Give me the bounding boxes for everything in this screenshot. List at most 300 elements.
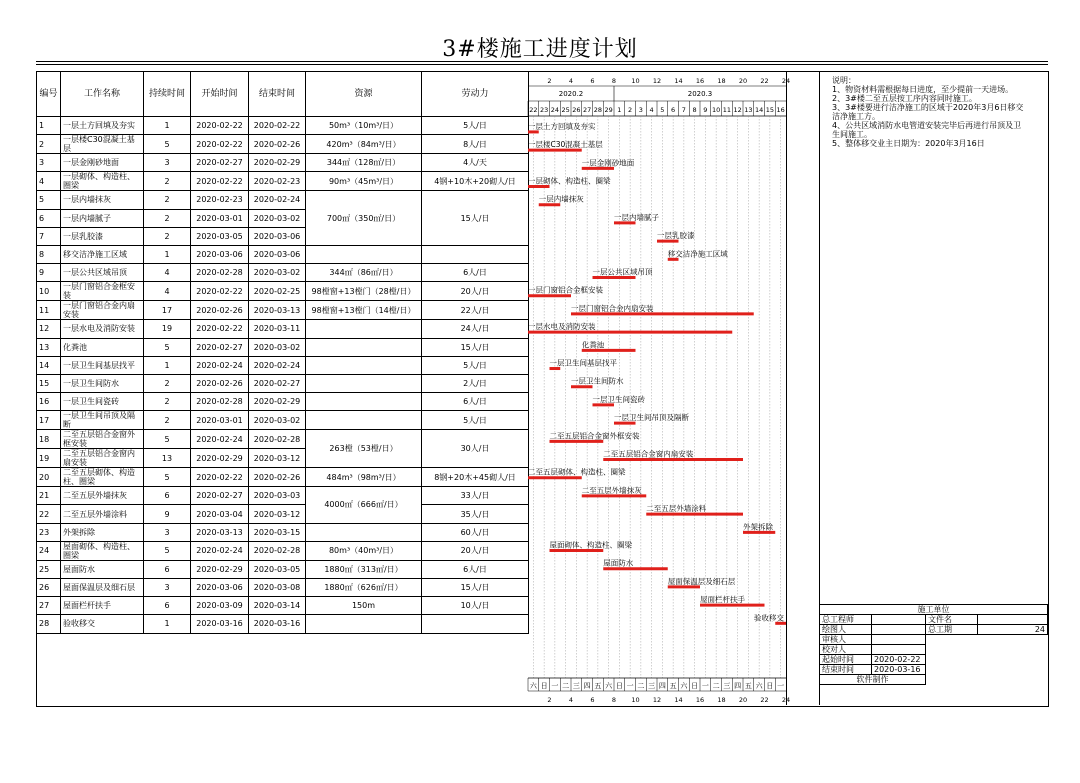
task-duration: 2 [144,374,191,392]
table-row [37,338,529,356]
gantt-day-number: 8 [692,106,697,114]
task-no: 17 [37,411,61,430]
gantt-weekday: 四 [734,682,742,690]
gantt-day-number: 4 [649,106,654,114]
gantt-bottom-tick: 20 [738,696,748,704]
task-no: 5 [37,191,61,209]
task-labor: 20人/日 [422,282,529,301]
task-resource: 80m³（40m³/日） [306,541,422,560]
gantt-bottom-tick: 22 [760,696,769,704]
task-resource: 150m [306,597,422,615]
gantt-weekday: 四 [658,682,666,690]
gantt-weekday: 三 [723,682,731,690]
task-labor: 2人/日 [422,374,529,392]
gantt-day-number: 25 [561,106,570,114]
task-duration: 19 [144,320,191,338]
gantt-bar-label: 一层门窗铝合金内扇安装 [571,303,654,313]
gantt-top-tick: 12 [652,77,662,85]
gantt-top-tick: 6 [590,77,595,85]
task-name: 一层公共区域吊顶 [61,264,144,282]
gantt-weekday: 日 [540,682,548,690]
gantt-day-number: 11 [722,106,732,114]
title-block [819,604,1048,685]
gantt-day-number: 23 [539,106,549,114]
task-end: 2020-03-02 [249,411,306,430]
task-no: 2 [37,135,61,154]
task-name: 二至五层铝合金窗外框安装 [61,430,144,449]
task-duration: 3 [144,154,191,172]
notes-text: 说明： 1、物资材料需根据每日进度，至少提前一天进场。 2、3#楼二至五层按工序内容同时施工。 3、3#楼要进行洁净施工的区域于2020年3月6日移交洁净施工方。 4、公共区域消防水电管道安装完毕后再进行吊顶及卫生间施工。 5、整体移交业主日期为：2020年3月16日 [832,76,1024,148]
gantt-right-border [786,71,787,705]
task-name: 屋面防水 [61,560,144,578]
task-name: 一层砌体、构造柱、圈梁 [61,172,144,191]
task-labor: 15人/日 [422,579,529,597]
task-name: 一层土方回填及夯实 [61,117,144,135]
task-start: 2020-02-29 [191,560,249,578]
task-no: 12 [37,320,61,338]
task-start: 2020-02-27 [191,487,249,505]
gantt-bar-label: 外架拆除 [743,522,773,532]
gantt-top-tick: 18 [717,77,726,85]
task-resource: 98樘窗+13樘门（28樘/日） [306,282,422,301]
task-resource [306,245,422,263]
task-no: 13 [37,338,61,356]
task-duration: 6 [144,487,191,505]
gantt-bottom-tick: 12 [652,696,662,704]
header-start: 开始时间 [191,72,249,117]
table-row [37,487,529,505]
task-start: 2020-02-22 [191,172,249,191]
gantt-weekday: 一 [626,682,634,690]
task-end: 2020-03-02 [249,264,306,282]
gantt-bar-label: 一层卫生间基层找平 [549,358,617,368]
task-start: 2020-02-27 [191,338,249,356]
task-end: 2020-02-29 [249,393,306,411]
task-duration: 2 [144,209,191,227]
table-row [37,615,529,633]
gantt-bottom-tick: 24 [781,696,791,704]
task-start: 2020-03-09 [191,597,249,615]
gantt-day-number: 27 [582,106,592,114]
task-no: 8 [37,245,61,263]
gantt-day-number: 9 [703,106,708,114]
task-name: 一层内墙抹灰 [61,191,144,209]
gantt-day-number: 29 [604,106,613,114]
task-start: 2020-02-24 [191,356,249,374]
task-name: 屋面栏杆扶手 [61,597,144,615]
gantt-top-tick: 8 [611,77,617,85]
task-start: 2020-02-28 [191,393,249,411]
table-row [37,245,529,263]
task-duration: 2 [144,191,191,209]
task-start: 2020-02-24 [191,541,249,560]
chief-engineer-label: 总工程师 [820,615,872,625]
gantt-top-tick: 22 [760,77,769,85]
task-name: 一层门窗铝合金内扇安装 [61,301,144,320]
gantt-bar-label: 屋面防水 [603,558,634,568]
task-labor: 24人/日 [422,320,529,338]
task-no: 24 [37,541,61,560]
task-start: 2020-02-26 [191,301,249,320]
task-resource: 344㎡（86㎡/日） [306,264,422,282]
gantt-weekday: 二 [562,682,570,690]
checker-label: 校对人 [820,645,872,655]
task-name: 一层水电及消防安装 [61,320,144,338]
task-resource [306,393,422,411]
gantt-weekday: 六 [755,682,763,690]
end-time-label: 结束时间 [820,665,872,675]
task-no: 11 [37,301,61,320]
task-name: 一层楼C30混凝土基层 [61,135,144,154]
end-time-value: 2020-03-16 [872,665,926,675]
task-resource: 98樘窗+13樘门（14樘/日） [306,301,422,320]
table-row [37,468,529,487]
drawer-label: 绘图人 [820,625,872,635]
task-start: 2020-02-22 [191,468,249,487]
task-name: 一层卫生间基层找平 [61,356,144,374]
table-row [37,579,529,597]
gantt-day-number: 7 [681,106,686,114]
table-row [37,356,529,374]
task-no: 14 [37,356,61,374]
task-table [36,71,529,660]
task-resource: 50m³（10m³/日） [306,117,422,135]
task-resource [306,320,422,338]
gantt-bar-label: 屋面保温层及细石层 [667,576,736,586]
task-resource [306,356,422,374]
task-no: 23 [37,523,61,541]
task-duration: 1 [144,356,191,374]
task-end: 2020-03-16 [249,615,306,633]
task-name: 屋面砌体、构造柱、圈梁 [61,541,144,560]
task-name: 二至五层外墙抹灰 [61,487,144,505]
task-duration: 2 [144,227,191,245]
task-duration: 13 [144,449,191,468]
gantt-bar-label: 一层卫生间防水 [571,376,624,386]
task-resource: 344㎡（128㎡/日） [306,154,422,172]
task-no: 20 [37,468,61,487]
task-start: 2020-02-23 [191,191,249,209]
gantt-weekday: 三 [648,682,656,690]
task-end: 2020-03-06 [249,227,306,245]
task-name: 一层金刚砂地面 [61,154,144,172]
gantt-bar-label: 二至五层铝合金窗内扇安装 [603,449,694,459]
gantt-bar-label: 一层砌体、构造柱、圈梁 [528,176,611,186]
task-start: 2020-03-05 [191,227,249,245]
task-duration: 6 [144,597,191,615]
gantt-day-number: 15 [765,106,775,114]
task-labor: 6人/日 [422,560,529,578]
task-start: 2020-02-24 [191,430,249,449]
gantt-top-tick: 16 [695,77,705,85]
gantt-top-tick: 24 [781,77,791,85]
task-name: 一层乳胶漆 [61,227,144,245]
task-end: 2020-02-26 [249,135,306,154]
gantt-weekday: 日 [766,682,774,690]
gantt-weekday: 一 [701,682,709,690]
software-label: 软件制作 [820,675,926,685]
task-start: 2020-02-22 [191,320,249,338]
task-labor: 5人/日 [422,117,529,135]
task-resource: 4000㎡（666㎡/日） [306,487,422,523]
task-resource: 90m³（45m³/日） [306,172,422,191]
task-duration: 9 [144,505,191,523]
task-name: 化粪池 [61,338,144,356]
gantt-weekday: 一 [777,682,785,690]
task-labor: 35人/日 [422,505,529,523]
task-duration: 6 [144,560,191,578]
gantt-weekday: 四 [583,682,591,690]
task-name: 一层卫生间吊顶及隔断 [61,411,144,430]
task-name: 二至五层砌体、构造柱、圈梁 [61,468,144,487]
task-start: 2020-03-01 [191,209,249,227]
header-labor: 劳动力 [422,72,529,117]
task-no: 28 [37,615,61,633]
task-end: 2020-03-11 [249,320,306,338]
task-labor: 10人/日 [422,597,529,615]
header-no: 编号 [37,72,61,117]
header-duration: 持续时间 [144,72,191,117]
task-resource: 700㎡（350㎡/日） [306,191,422,246]
task-resource: 1880㎡（626㎡/日） [306,579,422,597]
task-name: 一层卫生间防水 [61,374,144,392]
task-duration: 1 [144,245,191,263]
task-start: 2020-03-04 [191,505,249,523]
task-labor [422,245,529,263]
table-row [37,374,529,392]
gantt-weekday: 六 [605,682,613,690]
task-start: 2020-02-28 [191,264,249,282]
title-rule-2 [36,64,1048,65]
gantt-day-number: 26 [572,106,581,114]
task-duration: 1 [144,117,191,135]
task-resource: 263樘（53樘/日） [306,430,422,468]
task-no: 26 [37,579,61,597]
gantt-day-number: 16 [776,106,785,114]
table-row [37,523,529,541]
gantt-weekday: 六 [680,682,688,690]
task-start: 2020-02-26 [191,374,249,392]
task-end: 2020-03-06 [249,245,306,263]
table-row [37,393,529,411]
table-row [37,264,529,282]
gantt-bar-label: 二至五层外墙抹灰 [581,485,642,495]
task-resource [306,523,422,541]
gantt-bottom-tick: 18 [717,696,726,704]
task-name: 外架拆除 [61,523,144,541]
task-name: 一层内墙腻子 [61,209,144,227]
gantt-chart [528,71,791,705]
task-end: 2020-02-24 [249,191,306,209]
task-end: 2020-03-08 [249,579,306,597]
task-no: 15 [37,374,61,392]
task-end: 2020-02-26 [249,468,306,487]
gantt-bar-label: 二至五层砌体、构造柱、圈梁 [528,467,626,477]
task-resource [306,615,422,633]
task-duration: 4 [144,282,191,301]
task-end: 2020-02-28 [249,430,306,449]
gantt-weekday: 日 [691,682,699,690]
gantt-bar-label: 二至五层外墙涂料 [646,504,707,514]
table-row [37,430,529,449]
gantt-bar-label: 一层卫生间瓷砖 [592,394,645,404]
gantt-bottom-tick: 16 [695,696,705,704]
task-resource: 484m³（98m³/日） [306,468,422,487]
task-end: 2020-03-15 [249,523,306,541]
gantt-bottom-tick: 6 [590,696,595,704]
start-time-label: 起始时间 [820,655,872,665]
gantt-bar-label: 一层水电及消防安装 [528,322,596,332]
task-duration: 4 [144,264,191,282]
task-labor: 15人/日 [422,338,529,356]
gantt-weekday: 五 [594,682,602,690]
task-name: 一层门窗铝合金框安装 [61,282,144,301]
task-name: 二至五层外墙涂料 [61,505,144,523]
total-period-label: 总工期 [926,625,978,635]
task-end: 2020-02-27 [249,374,306,392]
gantt-day-number: 1 [617,106,622,114]
title-rule [36,61,1048,62]
gantt-day-number: 24 [550,106,560,114]
task-name: 移交洁净施工区域 [61,245,144,263]
start-time-value: 2020-02-22 [872,655,926,665]
task-start: 2020-02-22 [191,117,249,135]
reviewer-label: 审核人 [820,635,872,645]
table-row [37,117,529,135]
gantt-day-number: 10 [711,106,721,114]
table-row [37,560,529,578]
task-end: 2020-02-28 [249,541,306,560]
gantt-bar-label: 二至五层铝合金窗外框安装 [549,431,640,441]
task-resource: 1880㎡（313㎡/日） [306,560,422,578]
table-row [37,191,529,209]
task-no: 4 [37,172,61,191]
task-end: 2020-03-02 [249,209,306,227]
task-start: 2020-02-27 [191,154,249,172]
task-no: 25 [37,560,61,578]
gantt-bottom-tick: 4 [568,696,574,704]
task-no: 18 [37,430,61,449]
task-end: 2020-02-24 [249,356,306,374]
task-end: 2020-02-23 [249,172,306,191]
task-start: 2020-03-13 [191,523,249,541]
task-start: 2020-03-06 [191,245,249,263]
gantt-day-number: 22 [529,106,538,114]
gantt-bar-label: 一层内墙腻子 [614,212,659,222]
gantt-weekday: 二 [637,682,645,690]
task-resource: 420m³（84m³/日） [306,135,422,154]
task-resource [306,411,422,430]
task-labor: 33人/日 [422,487,529,505]
table-row [37,282,529,301]
gantt-bar-label: 屋面砌体、构造柱、圈梁 [549,540,632,550]
gantt-bottom-tick: 14 [674,696,683,704]
gantt-bar-label: 一层内墙抹灰 [538,194,584,204]
table-row [37,597,529,615]
gantt-bottom-tick: 2 [547,696,552,704]
total-period-value: 24 [978,625,1048,635]
gantt-bar-label: 一层门窗铝合金框安装 [528,285,603,295]
task-name: 一层卫生间瓷砖 [61,393,144,411]
task-no: 10 [37,282,61,301]
table-row [37,541,529,560]
task-no: 1 [37,117,61,135]
task-labor: 22人/日 [422,301,529,320]
gantt-bar-label: 屋面栏杆扶手 [700,595,745,605]
task-end: 2020-03-12 [249,505,306,523]
task-labor: 8人/日 [422,135,529,154]
task-name: 屋面保温层及细石层 [61,579,144,597]
gantt-bar-label: 移交洁净施工区域 [667,249,728,259]
header-name: 工作名称 [61,72,144,117]
task-start: 2020-02-22 [191,282,249,301]
task-start: 2020-03-16 [191,615,249,633]
table-row [37,172,529,191]
task-labor: 60人/日 [422,523,529,541]
gantt-day-number: 5 [660,106,665,114]
task-labor: 30人/日 [422,430,529,468]
gantt-day-number: 12 [733,106,742,114]
task-no: 6 [37,209,61,227]
gantt-bar-label: 化粪池 [581,340,605,350]
task-duration: 5 [144,135,191,154]
task-labor: 6人/日 [422,264,529,282]
gantt-bar-label: 一层楼C30混凝土基层 [528,140,603,150]
task-duration: 5 [144,430,191,449]
task-no: 9 [37,264,61,282]
task-no: 19 [37,449,61,468]
task-duration: 2 [144,393,191,411]
task-labor [422,615,529,633]
gantt-month: 2020.2 [558,90,584,98]
gantt-day-number: 14 [754,106,764,114]
table-row [37,320,529,338]
task-resource [306,374,422,392]
task-duration: 5 [144,468,191,487]
unit-label: 施工单位 [820,605,1048,615]
task-end: 2020-02-29 [249,154,306,172]
header-end: 结束时间 [249,72,306,117]
gantt-bar-label: 一层公共区域吊顶 [592,267,653,277]
task-start: 2020-02-29 [191,449,249,468]
task-labor: 5人/日 [422,356,529,374]
task-labor: 5人/日 [422,411,529,430]
gantt-month: 2020.3 [687,90,713,98]
task-duration: 3 [144,579,191,597]
gantt-bottom-tick: 10 [631,696,640,704]
gantt-day-number: 28 [593,106,603,114]
gantt-weekday: 三 [572,682,580,690]
task-duration: 3 [144,523,191,541]
task-start: 2020-03-06 [191,579,249,597]
task-end: 2020-03-13 [249,301,306,320]
page-title: 3#楼施工进度计划 [442,37,638,62]
table-row [37,505,529,523]
task-start: 2020-02-22 [191,135,249,154]
gantt-top-tick: 2 [547,77,552,85]
task-no: 16 [37,393,61,411]
gantt-bar-label: 一层卫生间吊顶及隔断 [614,413,689,423]
task-labor: 6人/日 [422,393,529,411]
task-end: 2020-03-05 [249,560,306,578]
gantt-weekday: 二 [712,682,720,690]
task-end: 2020-02-25 [249,282,306,301]
task-no: 21 [37,487,61,505]
task-start: 2020-03-01 [191,411,249,430]
gantt-weekday: 五 [744,682,752,690]
gantt-bar-label: 验收移交 [754,613,784,623]
table-row [37,154,529,172]
